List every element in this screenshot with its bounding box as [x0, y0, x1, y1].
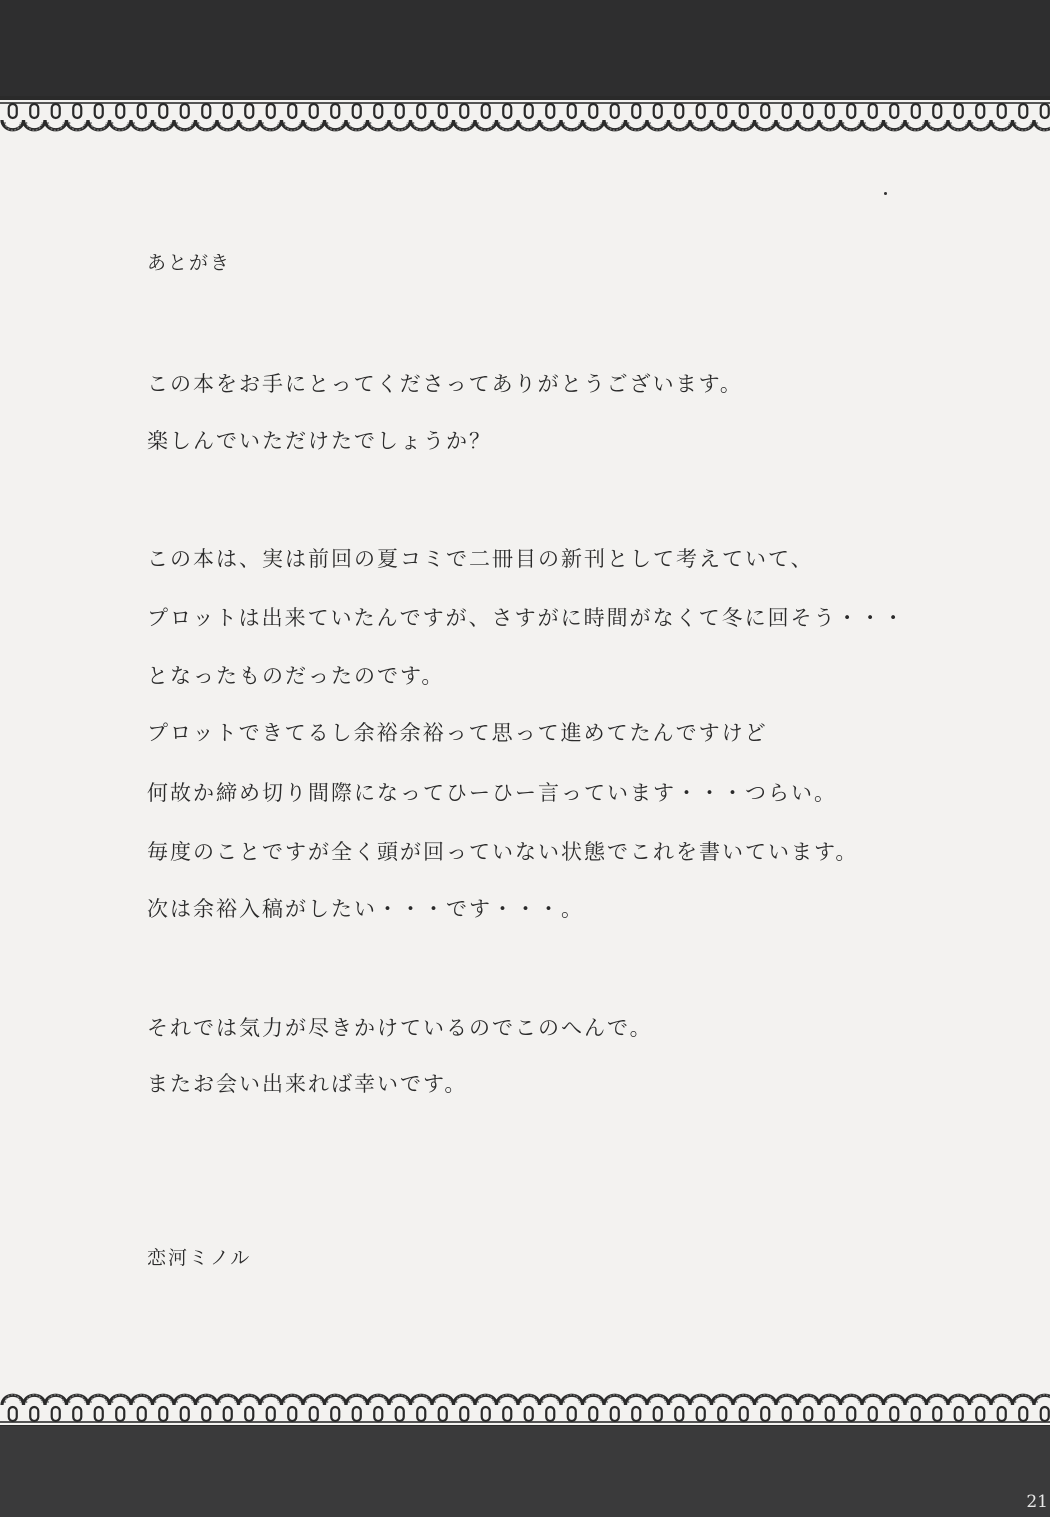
author-signature: 恋河ミノル: [147, 1247, 252, 1269]
page-number: 21: [1026, 1492, 1048, 1512]
top-dark-band: [0, 0, 1050, 98]
text-line: 次は余裕入稿がしたい・・・です・・・。: [147, 897, 584, 921]
text-line: この本は、実は前回の夏コミで二冊目の新刊として考えていて、: [147, 547, 814, 571]
bottom-dark-band: [0, 1426, 1050, 1517]
text-line: この本をお手にとってくださってありがとうございます。: [147, 372, 743, 396]
text-line: それでは気力が尽きかけているのでこのへんで。: [147, 1016, 653, 1040]
paper-speck: [884, 192, 887, 195]
text-line: プロットできてるし余裕余裕って思って進めてたんですけど: [147, 721, 768, 745]
text-line: 楽しんでいただけたでしょうか？: [147, 429, 492, 453]
top-lace-border: [0, 96, 1050, 148]
text-line: 何故か締め切り間際になってひーひー言っています・・・つらい。: [147, 781, 837, 805]
text-line: またお会い出来れば幸いです。: [147, 1072, 468, 1096]
text-line: 毎度のことですが全く頭が回っていない状態でこれを書いています。: [147, 840, 859, 864]
text-line: となったものだったのです。: [147, 664, 445, 688]
afterword-heading: あとがき: [147, 252, 232, 274]
text-line: プロットは出来ていたんですが、さすがに時間がなくて冬に回そう・・・: [147, 606, 906, 630]
bottom-lace-border: [0, 1375, 1050, 1429]
